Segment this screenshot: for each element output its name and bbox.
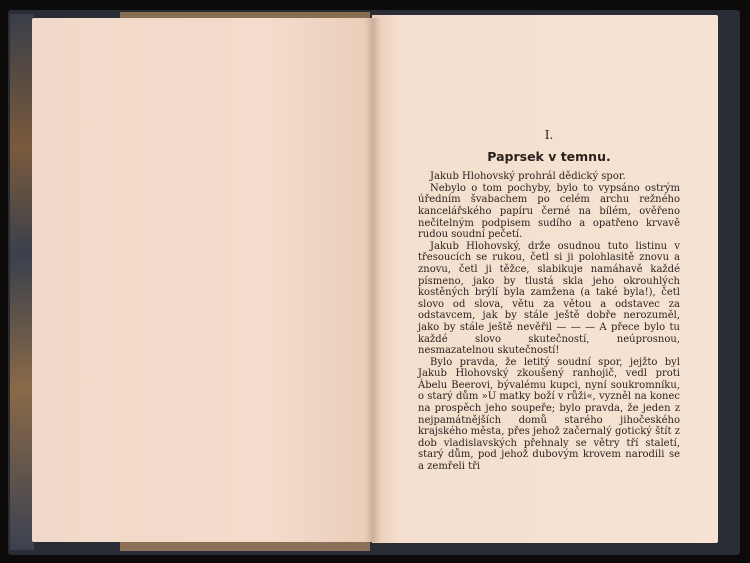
chapter-number: I. bbox=[544, 128, 554, 142]
paragraph: Nebylo o tom pochyby, bylo to vypsáno ostrým úředním švabachem po celém archu režného kancelářského papíru černé na bílém, ověřeno nečitelným podpisem sudího a opatřeno krvavě rudou soudní pečetí. bbox=[418, 182, 680, 241]
left-page-blank bbox=[32, 18, 372, 542]
chapter-title: Paprsek v temnu. bbox=[487, 148, 611, 164]
cover-bottom-edge bbox=[120, 542, 370, 551]
book-spine-edge bbox=[10, 14, 34, 550]
paragraph: Jakub Hlohovský prohrál dědický spor. bbox=[430, 171, 626, 183]
right-page-text bbox=[418, 130, 680, 473]
paragraph: Bylo pravda, že letitý soudní spor, jejžto byl Jakub Hlohovský zkoušený ranhojič, vedl proti Ábelu Beerovi, bývalému kupci, nyní soukromníku, o starý dům »U matky boží v růži«, vyzněl na konec na prospěch jeho soupeře; bylo pravda, že jeden z nejpamátnějších domů starého jihočeského krajského města, přes jehož začernalý gotický štít z dob vladislavských přehnaly se větry tří staletí, starý dům, pod jehož dubovým krovem narodili se a zemřeli tři bbox=[418, 356, 680, 473]
paragraph: Jakub Hlohovský, drže osudnou tuto listinu v třesoucích se rukou, četl si ji polohlasitě znovu a znovu, četl ji těžce, slabikuje namáhavě každé písmeno, jako by tlustá skla jeho okrouhlých kostěných brýlí byla zamžena (a také byla!), četl slovo od slova, větu za větou a odstavec za odstavcem, jak by stále ještě dobře nerozuměl, jako by stále ještě nevěřil — — — A přece bylo tu každé slovo skutečností, neúprosnou, nesmazatelnou skutečností! bbox=[418, 240, 680, 357]
page-gutter bbox=[365, 18, 381, 542]
